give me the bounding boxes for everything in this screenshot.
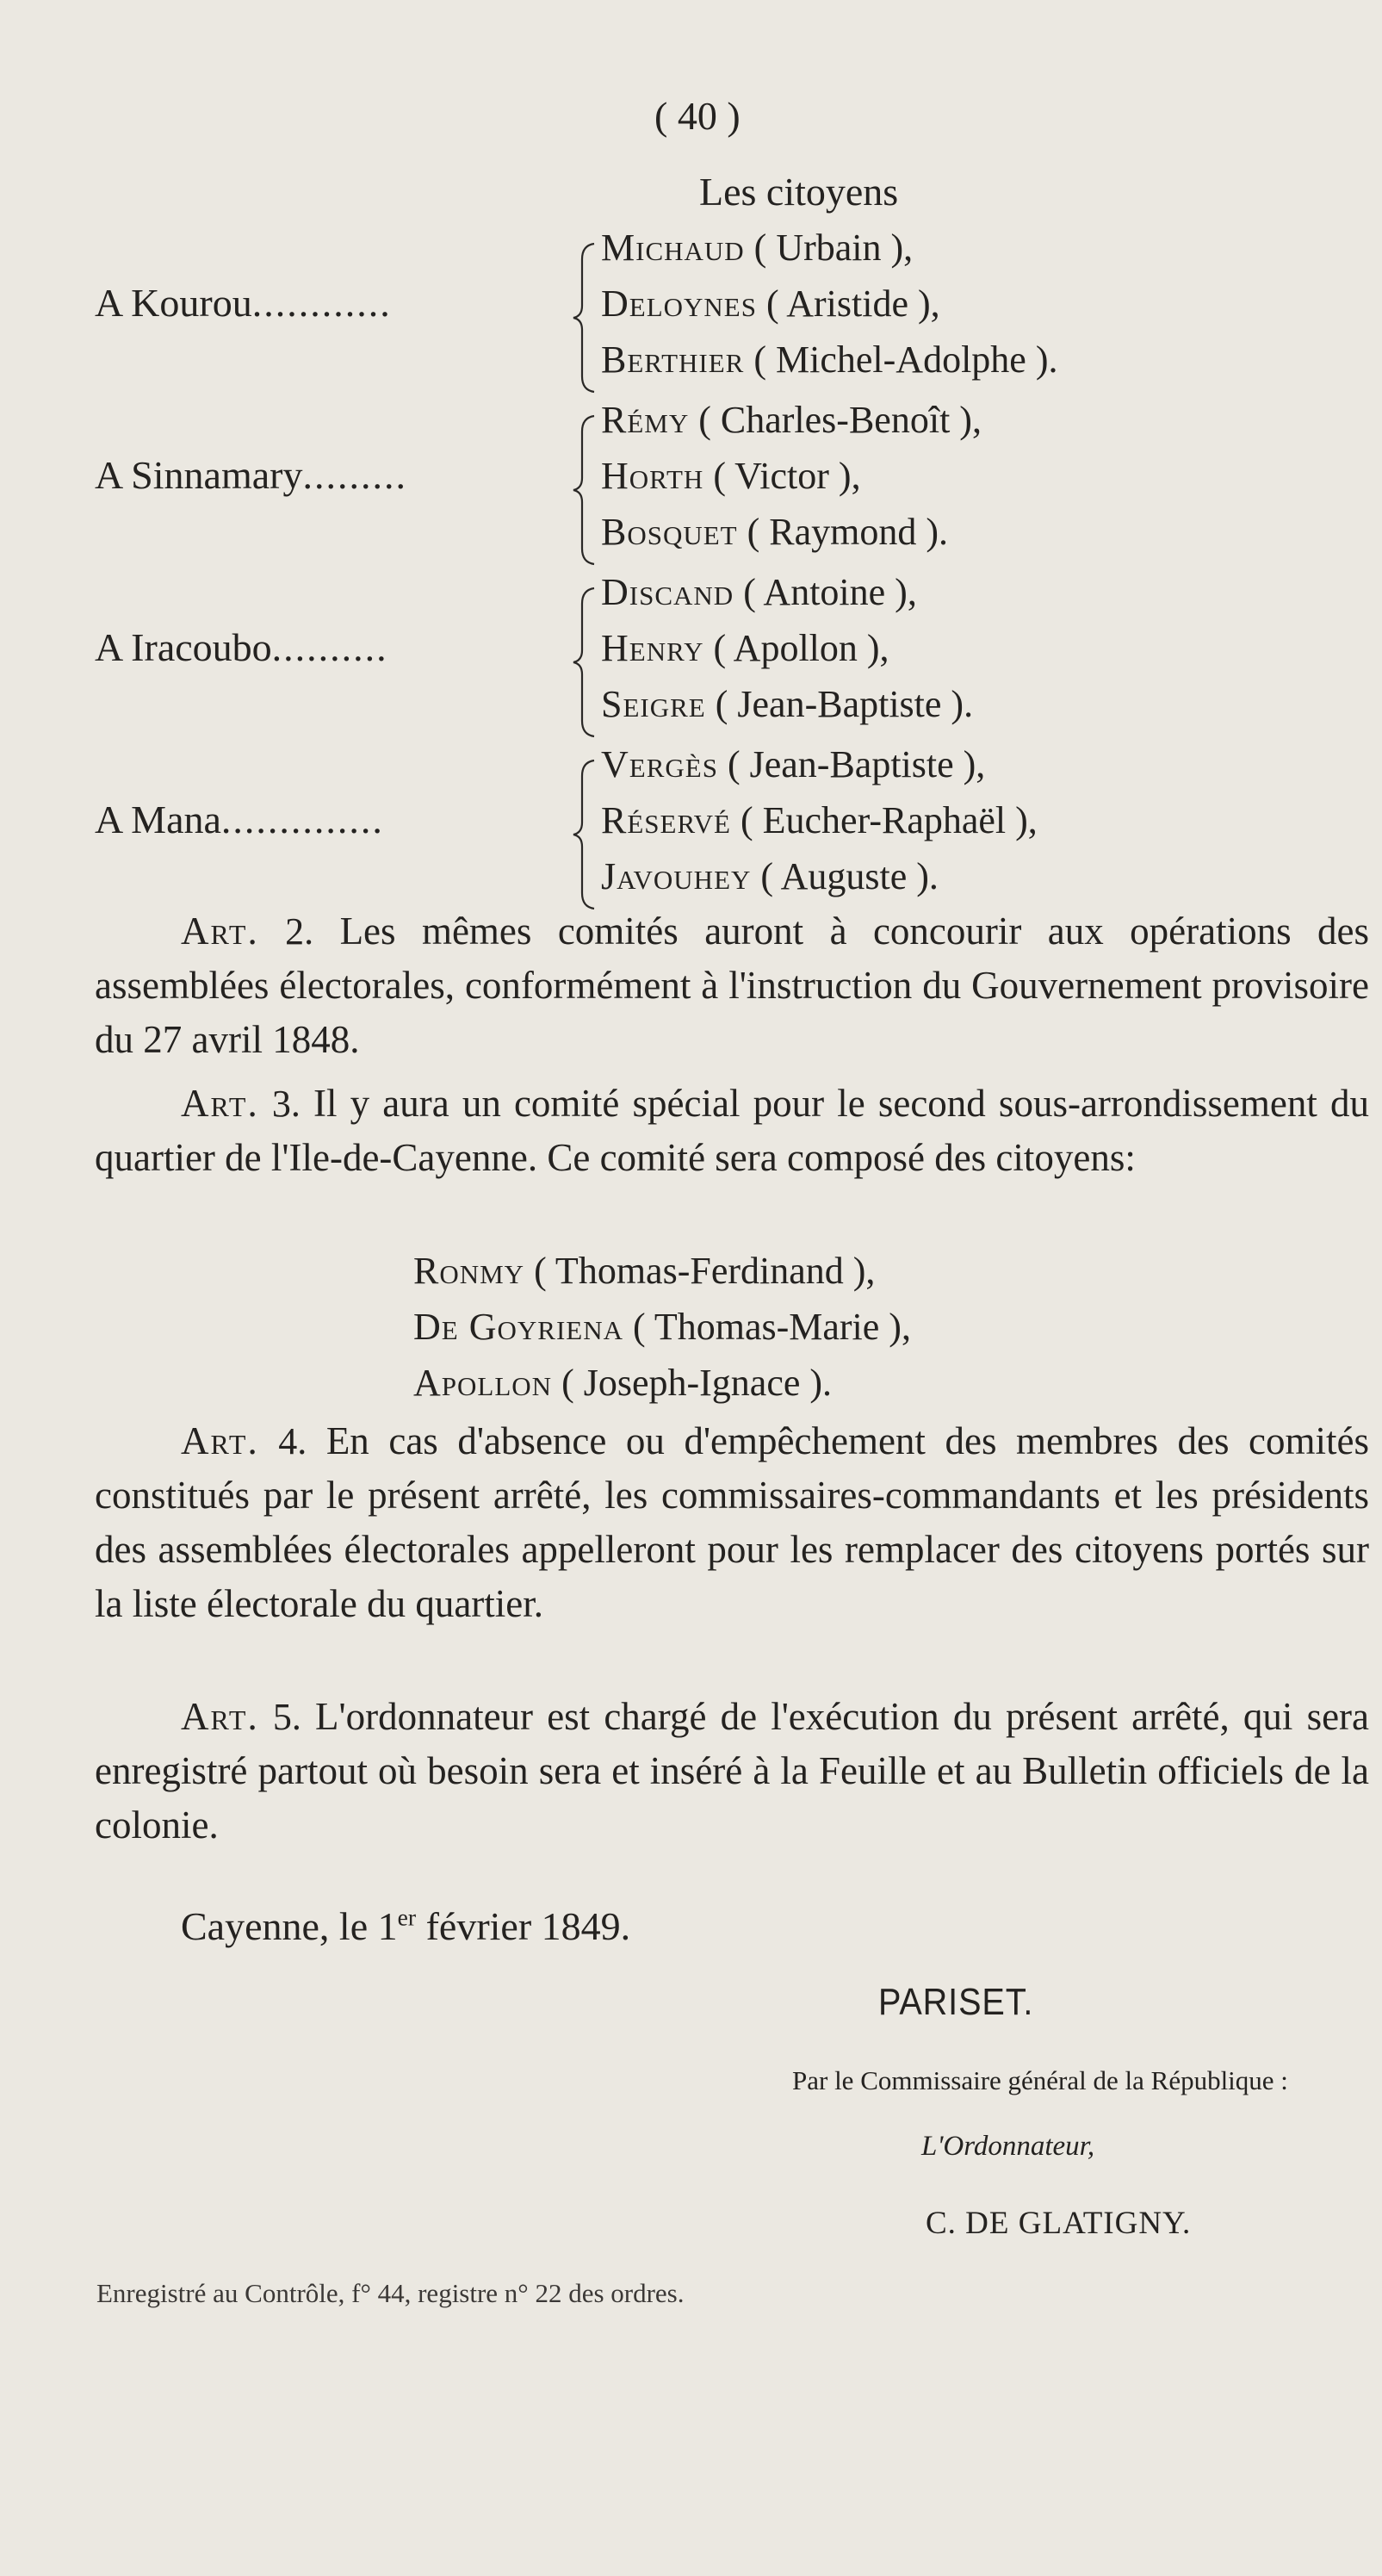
- member-given: ( Jean-Baptiste ).: [715, 683, 974, 725]
- member-surname: Seigre: [601, 683, 706, 725]
- member-surname: Apollon: [413, 1362, 553, 1404]
- member-given: ( Antoine ),: [743, 571, 917, 613]
- member-entry: [601, 504, 982, 560]
- member-given: ( Victor ),: [713, 455, 861, 497]
- article-text: En cas d'absence ou d'empêchement des membres des comités constitués par le présent arrêté, les commissaires-commandants et les présidents des assemblées électorales appelleront pour les remplacer des citoyens portés sur la liste électorale du quartier.: [95, 1419, 1370, 1625]
- page-number: ( 40 ): [654, 94, 741, 138]
- member-entry: [601, 220, 1057, 276]
- member-surname: De Goyriena: [413, 1306, 623, 1348]
- brace-mark: [572, 587, 598, 738]
- place-name: A Mana: [95, 798, 221, 841]
- place-label: [95, 797, 384, 842]
- ordonnateur-title: L'Ordonnateur,: [921, 2131, 1095, 2162]
- member-surname: Deloynes: [601, 282, 757, 325]
- member-given: ( Raymond ).: [747, 511, 949, 553]
- article-label: Art.: [181, 1082, 259, 1125]
- member-given: ( Jean-Baptiste ),: [727, 743, 986, 785]
- article-number: 3.: [271, 1083, 301, 1125]
- member-surname: Bosquet: [601, 511, 738, 553]
- member-list: [601, 564, 973, 732]
- member-surname: Discand: [601, 571, 734, 613]
- member-entry: [601, 276, 1057, 332]
- leader-dots: ............: [251, 281, 392, 325]
- intro-line: Les citoyens: [699, 170, 899, 214]
- article-number: 2.: [285, 910, 314, 953]
- member-surname: Javouhey: [601, 855, 752, 897]
- member-given: ( Joseph-Ignace ).: [561, 1362, 833, 1404]
- article-4: [95, 1414, 1369, 1631]
- special-committee-list: [413, 1243, 911, 1411]
- date-sup: er: [397, 1903, 417, 1931]
- member-entry: [601, 392, 982, 448]
- brace-mark: [572, 759, 598, 910]
- member-surname: Rémy: [601, 399, 690, 441]
- member-entry: [601, 676, 973, 732]
- member-given: ( Aristide ),: [766, 282, 940, 325]
- member-entry: [413, 1299, 911, 1355]
- place-name: A Sinnamary: [95, 453, 303, 497]
- place-label: [95, 452, 407, 498]
- article-label: Art.: [181, 1695, 259, 1738]
- member-list: [601, 220, 1057, 388]
- date-line: [181, 1903, 630, 1949]
- member-surname: Berthier: [601, 338, 745, 381]
- article-text: Il y aura un comité spécial pour le second sous-arrondissement du quartier de l'Ile-de-Cayenne. Ce comité sera composé des citoyens:: [95, 1082, 1370, 1179]
- place-name: A Iracoubo: [95, 625, 272, 669]
- member-given: ( Urbain ),: [753, 227, 914, 269]
- member-entry: [601, 620, 973, 676]
- article-label: Art.: [181, 1419, 259, 1462]
- signature-glatigny: C. DE GLATIGNY.: [926, 2206, 1192, 2241]
- article-text: Les mêmes comités auront à concourir aux opérations des assemblées électorales, conformément à l'instruction du Gouvernement provisoire du 27 avril 1848.: [95, 909, 1370, 1061]
- article-5: [95, 1690, 1369, 1853]
- member-surname: Ronmy: [413, 1250, 525, 1292]
- member-surname: Michaud: [601, 227, 745, 269]
- member-surname: Henry: [601, 627, 704, 669]
- member-surname: Réservé: [601, 799, 731, 841]
- date-suffix: février 1849.: [416, 1904, 631, 1948]
- place-label: [95, 280, 392, 326]
- member-given: ( Auguste ).: [760, 855, 939, 897]
- par-line: Par le Commissaire général de la République :: [792, 2065, 1288, 2095]
- date-prefix: Cayenne, le 1: [181, 1904, 398, 1948]
- member-entry: [601, 848, 1038, 904]
- brace-mark: [572, 242, 598, 394]
- member-entry: [601, 332, 1057, 388]
- member-given: ( Thomas-Ferdinand ),: [534, 1250, 876, 1292]
- leader-dots: ..............: [220, 798, 384, 841]
- registration-note: Enregistré au Contrôle, f° 44, registre n° 22 des ordres.: [96, 2278, 685, 2308]
- article-2: [95, 904, 1369, 1067]
- member-given: ( Michel-Adolphe ).: [753, 338, 1058, 381]
- article-number: 5.: [272, 1696, 301, 1738]
- place-label: [95, 624, 388, 670]
- member-surname: Horth: [601, 455, 704, 497]
- member-entry: [601, 448, 982, 504]
- member-given: ( Charles-Benoît ),: [698, 399, 982, 441]
- member-given: ( Thomas-Marie ),: [632, 1306, 911, 1348]
- member-entry: [413, 1355, 911, 1411]
- brace-mark: [572, 414, 598, 566]
- member-given: ( Eucher-Raphaël ),: [740, 799, 1038, 841]
- leader-dots: ..........: [271, 625, 388, 669]
- article-3: [95, 1077, 1369, 1185]
- article-number: 4.: [278, 1420, 307, 1462]
- member-entry: [601, 792, 1038, 848]
- member-surname: Vergès: [601, 743, 718, 785]
- member-given: ( Apollon ),: [713, 627, 889, 669]
- member-list: [601, 736, 1038, 904]
- leader-dots: .........: [302, 453, 407, 497]
- member-entry: [413, 1243, 911, 1299]
- place-name: A Kourou: [95, 281, 252, 325]
- member-entry: [601, 564, 973, 620]
- member-entry: [601, 736, 1038, 792]
- article-text: L'ordonnateur est chargé de l'exécution du présent arrêté, qui sera enregistré partout où besoin sera et inséré à la Feuille et au Bulletin officiels de la colonie.: [95, 1695, 1370, 1847]
- member-list: [601, 392, 982, 560]
- article-label: Art.: [181, 909, 259, 953]
- signature-pariset: PARISET.: [878, 1981, 1034, 2023]
